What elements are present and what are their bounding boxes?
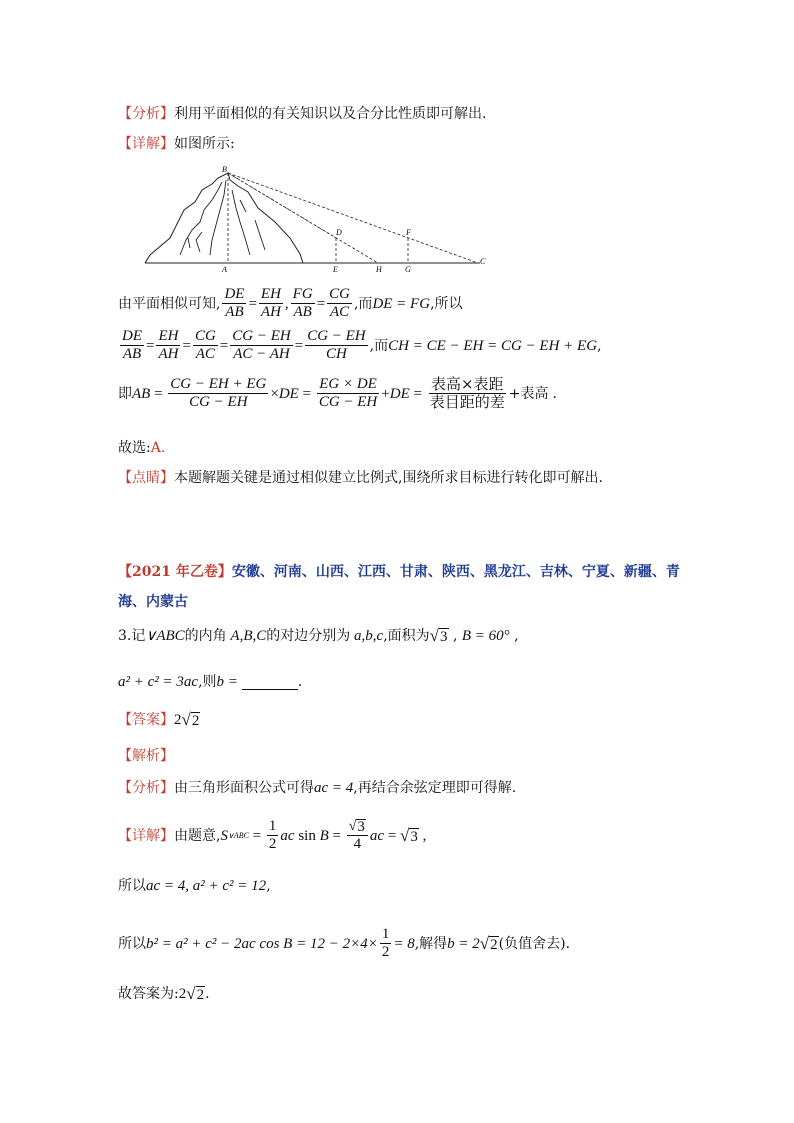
so2-sqrt2: √ 2 [479,933,498,953]
q-end: . [297,674,303,690]
ratio-chain: $\frac{DE}{AB}$ = $\frac{EH}{AH}$ = $\frac{CG}{AC}$ = $\frac{CG - EH}{AC - AH}$ = $\frac{CG - EH}{CH}$ [122,328,366,362]
line2-expr: CH = CE − EH = CG − EH + EG [388,337,598,354]
similarity-line-1 [118,286,463,321]
analysis-line [118,104,486,124]
exam-heading-line-1 [118,562,680,582]
answer-value: 2 √ 2 [174,710,200,729]
analysis2-line [118,778,516,798]
q-text1: 记 [131,628,146,644]
line3-prefix: 即 [118,385,132,402]
comment-tag: 【点睛】 [118,470,174,486]
detail2-line [118,818,426,853]
line1-suffix: ,而 [353,295,373,312]
sides-abc: a,b,c [350,628,384,644]
chinese-fraction [428,376,507,411]
question-number: 3. [118,628,132,644]
area-sqrt3: √ 3 [429,626,448,645]
analysis2-text2: ,再结合余弦定理即可得解. [353,780,517,796]
question-line-1: 3. 记 ∨ABC 的内角 A,B,C 的对边分别为 a,b,c ,面积为 √ 3 , B = 60° , [118,626,519,645]
angle-b: B = 60° [461,628,510,644]
so2-mid: = 8 [393,935,415,952]
analysis2-expr: ac = 4 [314,780,354,796]
cn-denominator: 表目距的差 [429,393,505,411]
label-d: D [336,228,342,237]
label-a: A [222,265,227,274]
q-b: b = [216,674,238,690]
final-answer-line [118,984,210,1004]
answer-tag: 【答案】 [118,712,174,728]
angles-abc: A,B,C [226,628,267,644]
solution-tag: 【解析】 [118,748,174,764]
so2-note: (负值舍去) [498,935,566,952]
label-e: E [333,265,338,274]
similarity-line-2 [118,328,602,363]
q-condition: a² + c² = 3ac [118,674,199,690]
solution-heading [118,746,174,766]
so1-prefix: 所以 [118,878,146,894]
result-line [118,376,557,411]
so2-expr: b² = a² + c² − 2ac cos B = 12 − 2×4× [146,935,378,952]
analysis-tag: 【分析】 [118,106,174,122]
so-line-2 [118,926,570,961]
cn-numerator: 表高×表距 [430,375,504,393]
exam-regions-1: 安徽、河南、山西、江西、甘肃、陕西、黑龙江、吉林、宁夏、新疆、青 [231,564,680,580]
q-text2: 的内角 [184,628,227,644]
so2-end: . [565,935,571,952]
mountain-outline [145,173,303,263]
comment-line [118,468,603,488]
line1-end: ,所以 [430,295,463,312]
line3-end: . [552,385,557,402]
choice-line [118,438,165,458]
q-mid: ,则 [198,674,217,690]
analysis-text: 利用平面相似的有关知识以及合分比性质即可解出. [174,106,487,122]
label-f: F [406,228,411,237]
detail2-text: 由题意, [174,827,221,844]
exam-heading-line-2 [118,592,188,612]
line2-suffix: ,而 [369,337,389,354]
so2-prefix: 所以 [118,935,146,952]
label-b: B [222,165,227,174]
analysis2-tag: 【分析】 [118,780,174,796]
so2-b: b = 2 [447,935,480,952]
final-end: . [205,986,210,1002]
so-line-1 [118,876,271,896]
final-prefix: 故答案为: [118,986,179,1002]
final-value: 2 √ 2 [178,984,205,1003]
q-text4: ,面积为 [383,628,430,644]
detail-line [118,134,235,154]
answer-blank [242,675,298,690]
exam-year: 【2021 年乙卷】 [118,564,232,580]
detail-text: 如图所示: [174,136,235,152]
ratio-eq-1: $\frac{DE}{AB}$ = $\frac{EH}{AH}$ , $\frac{FG}{AB}$ = $\frac{CG}{AC}$ [224,286,350,320]
so2-text: ,解得 [414,935,448,952]
mountain-figure [140,160,490,275]
exam-regions-2: 海、内蒙古 [118,594,188,610]
sight-line-bc [228,173,478,263]
cn-plus: +表高 [508,385,549,402]
so1-end: , [266,878,271,894]
q-text3: 的对边分别为 [266,628,351,644]
area-formula: S ∨ABC = $\frac{1}{2}$ ac sin B = √ 3 4 ac = √ 3 , [220,818,427,852]
line1-prefix: 由平面相似可知, [118,295,221,312]
ab-formula: AB = $\frac{CG - EH + EG}{CG - EH}$ × DE = $\frac{EG \times DE}{CG - EH}$ + DE = [132,376,426,410]
answer-line [118,710,200,730]
so2-half: $\frac{1}{2}$ [381,926,390,960]
choice-value: A. [150,440,166,456]
triangle-abc: ∨ABC [145,628,185,644]
label-c: C [480,257,486,266]
question-line-2 [118,672,302,692]
label-g: G [405,265,411,274]
line1-cond: DE = FG [372,295,431,312]
mountain-detail [180,180,265,255]
label-h: H [376,265,382,274]
analysis2-text1: 由三角形面积公式可得 [174,780,314,796]
comment-text: 本题解题关键是通过相似建立比例式,围绕所求目标进行转化即可解出. [174,470,603,486]
choice-label: 故选: [118,440,151,456]
sight-line-bh [228,173,378,263]
so1-expr: ac = 4, a² + c² = 12 [146,878,267,894]
detail2-tag: 【详解】 [118,827,174,844]
line2-end: , [597,337,602,354]
detail-tag: 【详解】 [118,136,174,152]
